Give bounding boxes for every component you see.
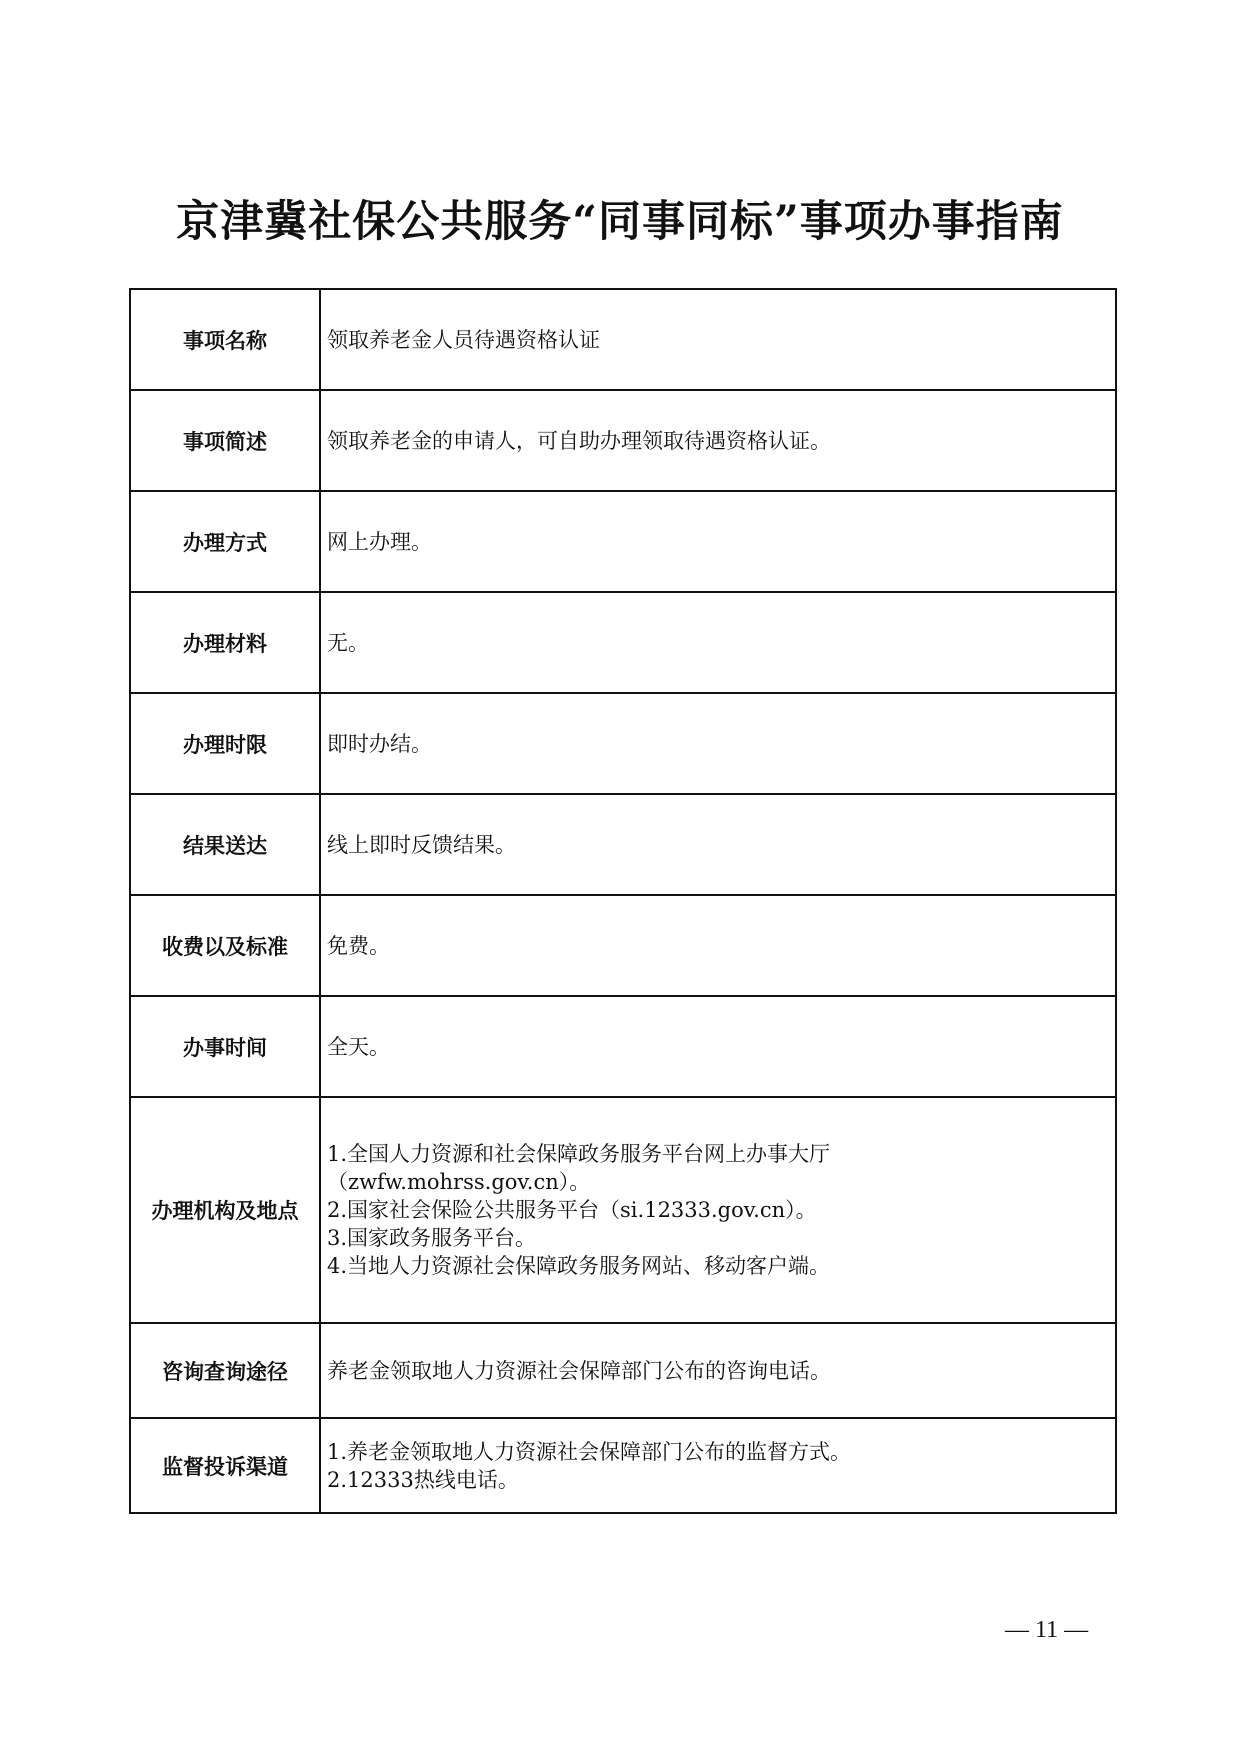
value-line: 1.全国人力资源和社会保障政务服务平台网上办事大厅 — [327, 1142, 831, 1166]
table-row — [130, 491, 1116, 592]
value-line: 3.国家政务服务平台。 — [327, 1226, 537, 1250]
row-label: 咨询查询途径 — [130, 1323, 320, 1418]
table-row — [130, 289, 1116, 390]
row-label: 监督投诉渠道 — [130, 1418, 320, 1513]
table-row — [130, 693, 1116, 794]
row-label: 办理时限 — [130, 693, 320, 794]
value-line: （zwfw.mohrss.gov.cn）。 — [327, 1170, 591, 1194]
table-row — [130, 390, 1116, 491]
row-label: 事项简述 — [130, 390, 320, 491]
row-value: 免费。 — [320, 895, 1116, 996]
table-row — [130, 1323, 1116, 1418]
row-label: 办理方式 — [130, 491, 320, 592]
row-label: 事项名称 — [130, 289, 320, 390]
value-line: 2.国家社会保险公共服务平台（si.12333.gov.cn）。 — [327, 1198, 817, 1222]
row-label: 结果送达 — [130, 794, 320, 895]
row-value: 无。 — [320, 592, 1116, 693]
row-value: 领取养老金人员待遇资格认证 — [320, 289, 1116, 390]
row-value — [320, 1418, 1116, 1513]
table-row — [130, 1097, 1116, 1323]
row-value: 线上即时反馈结果。 — [320, 794, 1116, 895]
table-row — [130, 794, 1116, 895]
row-value: 领取养老金的申请人，可自助办理领取待遇资格认证。 — [320, 390, 1116, 491]
row-label: 办理材料 — [130, 592, 320, 693]
row-value — [320, 1097, 1116, 1323]
page-number: — 11 — — [1005, 1617, 1089, 1643]
guide-table — [129, 288, 1117, 1514]
row-label: 办理机构及地点 — [130, 1097, 320, 1323]
table-row — [130, 996, 1116, 1097]
table-row — [130, 592, 1116, 693]
table-row — [130, 1418, 1116, 1513]
row-value: 即时办结。 — [320, 693, 1116, 794]
document-title: 京津冀社保公共服务“同事同标”事项办事指南 — [176, 197, 1064, 247]
table-row — [130, 895, 1116, 996]
value-line: 1.养老金领取地人力资源社会保障部门公布的监督方式。 — [327, 1439, 852, 1464]
value-line: 2.12333热线电话。 — [327, 1467, 519, 1492]
row-value: 网上办理。 — [320, 491, 1116, 592]
row-label: 收费以及标准 — [130, 895, 320, 996]
row-value: 全天。 — [320, 996, 1116, 1097]
row-label: 办事时间 — [130, 996, 320, 1097]
row-value: 养老金领取地人力资源社会保障部门公布的咨询电话。 — [320, 1323, 1116, 1418]
value-line: 4.当地人力资源社会保障政务服务网站、移动客户端。 — [327, 1254, 831, 1278]
